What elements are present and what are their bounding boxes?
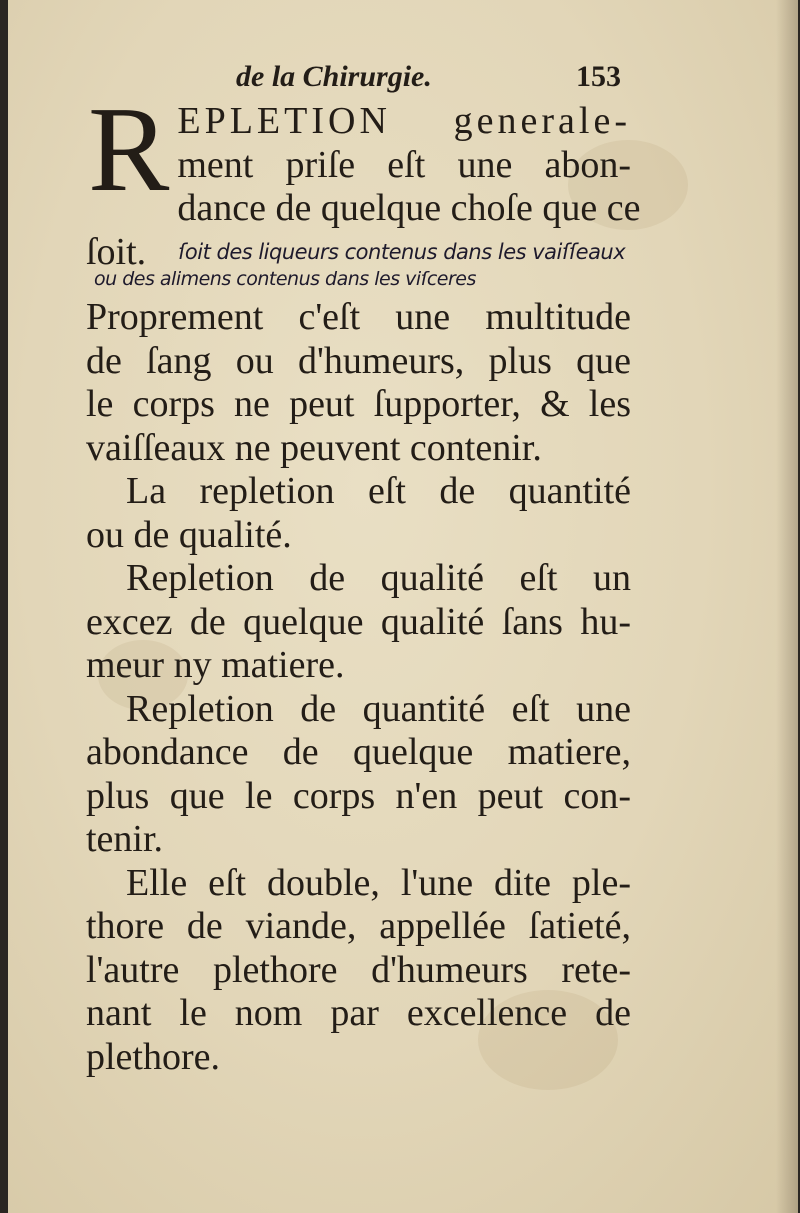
- text-line: dance de quelque choſe que ce: [177, 187, 641, 229]
- text-line: plethore.: [86, 1035, 221, 1078]
- text-line: excez de quelque qualité ſans hu-: [86, 600, 631, 643]
- text-line: de ſang ou d'humeurs, plus que: [86, 339, 631, 382]
- text-line: nant le nom par excellence de: [86, 992, 631, 1034]
- text-line: vaiſſeaux ne peuvent contenir.: [86, 426, 542, 469]
- text-line: abondance de quelque matiere,: [86, 731, 631, 773]
- text-line: ou de qualité.: [86, 513, 292, 556]
- text-line: l'autre plethore d'humeurs rete-: [86, 948, 631, 991]
- book-page: [8, 0, 798, 1213]
- text-line: plus que le corps n'en peut con-: [86, 774, 631, 817]
- text-line: ſoit.: [86, 230, 147, 273]
- page-number: 153: [576, 60, 621, 93]
- text-line: Repletion de quantité eſt une: [126, 687, 631, 730]
- text-line: Repletion de qualité eſt un: [126, 557, 631, 599]
- text-line: ment priſe eſt une abon-: [177, 143, 631, 186]
- text-line: EPLETION generale-: [177, 100, 631, 142]
- text-line: thore de viande, appellée ſatieté,: [86, 905, 631, 947]
- text-line: meur ny matiere.: [86, 644, 345, 686]
- handwritten-annotation: ſoit des liqueurs contenus dans les vaiſſeaux: [178, 240, 626, 264]
- spine-shadow: [776, 0, 798, 1213]
- text-line: La repletion eſt de quantité: [126, 470, 631, 512]
- text-line: tenir.: [86, 818, 164, 860]
- drop-cap: R: [88, 82, 170, 217]
- handwritten-annotation: ou des alimens contenus dans les viſceres: [94, 268, 476, 290]
- text-line: le corps ne peut ſupporter, & les: [86, 383, 631, 425]
- running-title: de la Chirurgie.: [236, 60, 432, 93]
- text-line: Elle eſt double, l'une dite ple-: [126, 861, 631, 904]
- text-line: Proprement c'eſt une multitude: [86, 296, 631, 338]
